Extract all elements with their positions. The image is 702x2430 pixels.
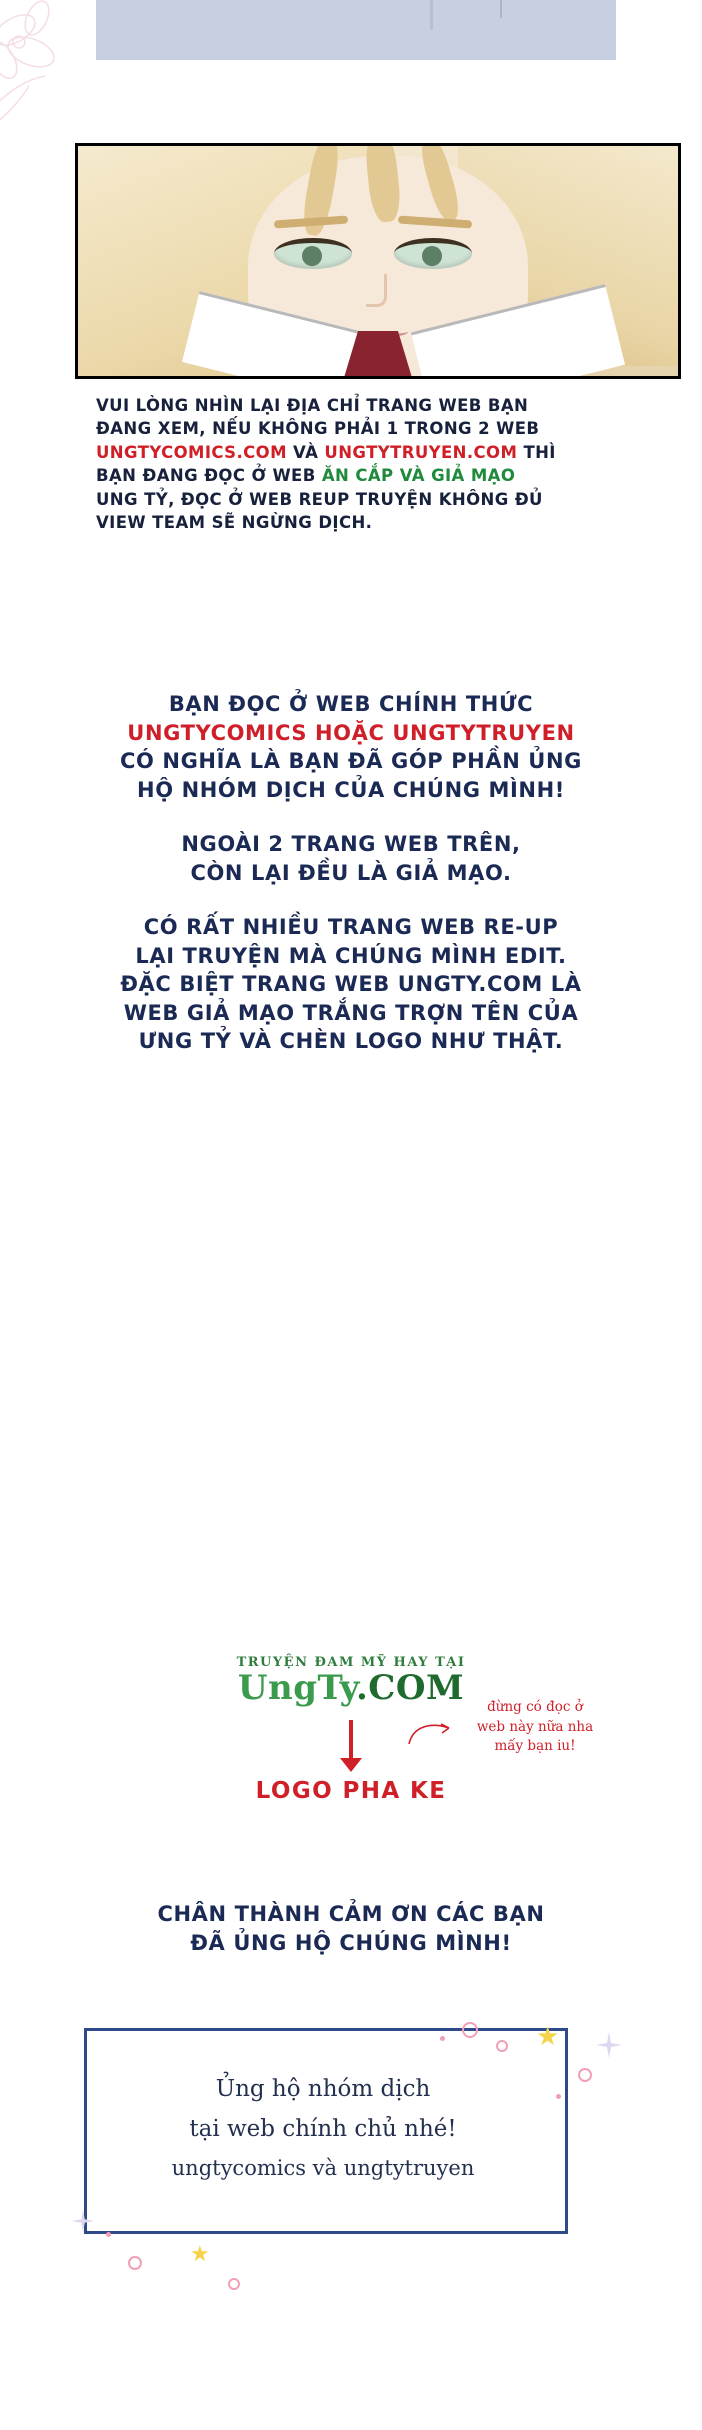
warning-notice <box>96 394 626 535</box>
message-line: CÒN LẠI ĐỀU LÀ GIẢ MẠO. <box>190 860 512 885</box>
flower-decor-icon <box>0 0 115 140</box>
message-line: ƯNG TỶ VÀ CHÈN LOGO NHƯ THẬT. <box>138 1029 564 1054</box>
dot-decor-icon <box>556 2094 561 2099</box>
sparkle-icon <box>594 2030 624 2060</box>
message-line: BẠN ĐỌC Ở WEB CHÍNH THỨC <box>168 692 534 716</box>
comic-panel-face <box>75 143 681 379</box>
sidenote-line: web này nữa nha <box>476 1718 594 1735</box>
message-line: ĐẶC BIỆT TRANG WEB UNGTY.COM LÀ <box>120 972 582 997</box>
eye-left <box>274 238 352 269</box>
dot-decor-icon <box>106 2232 111 2237</box>
fake-logo-tagline: TRUYỆN ĐAM MỸ HAY TẠI <box>236 1655 466 1670</box>
message-line: NGOÀI 2 TRANG WEB TRÊN, <box>181 832 521 857</box>
fake-logo-tld: .COM <box>355 1668 465 1708</box>
message-line: WEB GIẢ MẠO TRẮNG TRỢN TÊN CỦA <box>123 1000 579 1025</box>
pupil-right <box>422 246 442 266</box>
notice-line-5: UNG TỶ, ĐỌC Ở WEB REUP TRUYỆN KHÔNG ĐỦ <box>96 489 543 509</box>
thanks-message <box>60 1900 642 1958</box>
notice-and: VÀ <box>286 442 325 462</box>
nose <box>366 274 387 307</box>
thanks-line: CHÂN THÀNH CẢM ƠN CÁC BẠN <box>157 1902 545 1926</box>
message-block-2 <box>60 830 642 887</box>
star-icon: ★ <box>536 2022 560 2052</box>
support-card-line-2: tại web chính chủ nhé! <box>189 2116 457 2142</box>
message-line: HỘ NHÓM DỊCH CỦA CHÚNG MÌNH! <box>137 777 565 802</box>
message-line: CÓ RẤT NHIỀU TRANG WEB RE-UP <box>143 915 559 940</box>
pupil-left <box>302 246 322 266</box>
notice-line-1: VUI LÒNG NHÌN LẠI ĐỊA CHỈ TRANG WEB BẠN <box>96 396 529 415</box>
thanks-line: ĐÃ ỦNG HỘ CHÚNG MÌNH! <box>190 1930 512 1955</box>
sidenote-line: mấy bạn iu! <box>494 1738 576 1755</box>
panel-divider-line <box>430 0 433 30</box>
message-line: CÓ NGHĨA LÀ BẠN ĐÃ GÓP PHẦN ỦNG <box>120 749 582 774</box>
curved-arrow-icon <box>407 1720 453 1746</box>
support-card-line-1: Ủng hộ nhóm dịch <box>215 2076 431 2102</box>
support-card <box>84 2028 562 2228</box>
ring-decor-icon <box>128 2256 142 2270</box>
arrow-down-icon <box>349 1720 353 1760</box>
notice-highlight-steal: ĂN CẮP VÀ GIẢ MẠO <box>321 466 516 486</box>
official-site-1: UNGTYCOMICS.COM <box>96 442 287 462</box>
top-blue-panel <box>96 0 616 60</box>
handwritten-sidenote <box>455 1698 615 1757</box>
message-block-3 <box>60 913 642 1056</box>
support-card-line-3: ungtycomics và ungtytruyen <box>171 2156 475 2180</box>
fake-logo-caption: LOGO PHA KE <box>255 1778 447 1804</box>
star-icon: ★ <box>190 2242 210 2267</box>
eye-right <box>394 238 472 269</box>
ring-decor-icon <box>496 2040 508 2052</box>
notice-line-6: VIEW TEAM SẼ NGỪNG DỊCH. <box>96 513 373 533</box>
panel-divider-line-2 <box>500 0 502 18</box>
ring-decor-icon <box>462 2022 478 2038</box>
message-block-1 <box>60 690 642 804</box>
message-line: LẠI TRUYỆN MÀ CHÚNG MÌNH EDIT. <box>135 943 567 968</box>
dot-decor-icon <box>440 2036 445 2041</box>
fake-logo-name: UngTy <box>237 1668 356 1708</box>
ring-decor-icon <box>578 2068 592 2082</box>
official-site-2: UNGTYTRUYEN.COM <box>324 442 518 462</box>
notice-line-4: BẠN ĐANG ĐỌC Ở WEB <box>96 466 322 486</box>
notice-line-3-tail: THÌ <box>517 442 556 462</box>
sidenote-line: đừng có đọc ở <box>487 1699 583 1715</box>
main-message <box>60 690 642 1082</box>
ring-decor-icon <box>228 2278 240 2290</box>
notice-line-2: ĐANG XEM, NẾU KHÔNG PHẢI 1 TRONG 2 WEB <box>96 419 540 439</box>
message-line: UNGTYCOMICS HOẶC UNGTYTRUYEN <box>127 720 575 745</box>
